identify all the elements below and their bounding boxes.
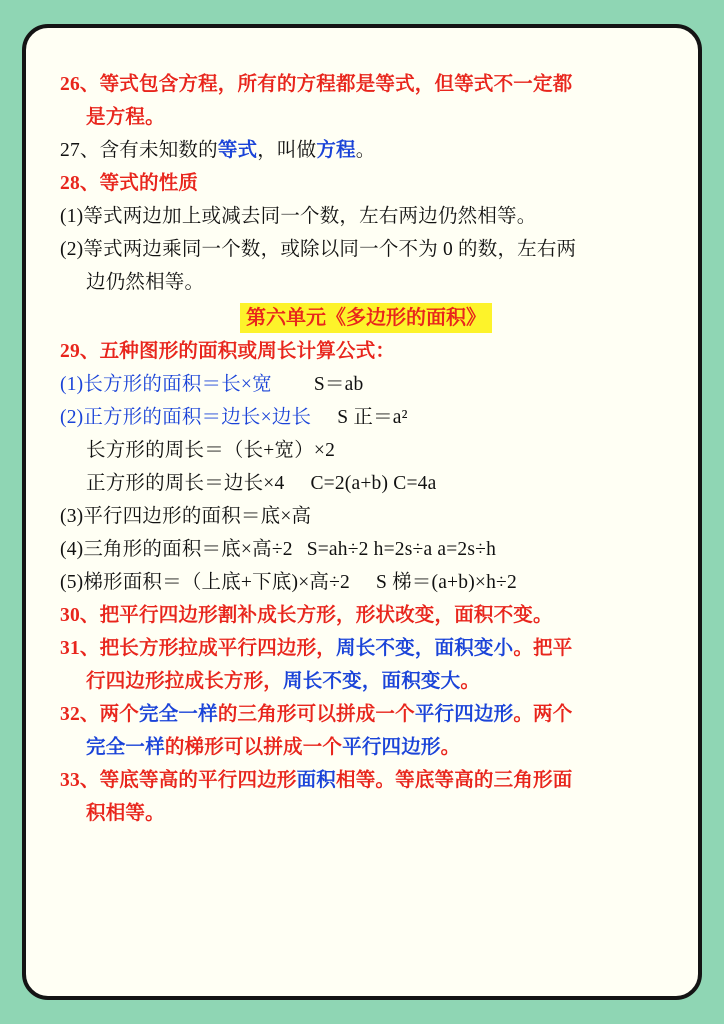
formula-row-1	[60, 368, 672, 401]
item-32-text4: 的梯形可以拼成一个	[164, 737, 343, 758]
formula-2-symbol: S 正＝a²	[337, 407, 408, 428]
item-26-line1	[60, 68, 672, 101]
item-28-sub2-text1: (2)等式两边乘同一个数，或除以同一个不为 0 的数，左右两	[60, 239, 577, 260]
formula-6-text: (4)三角形的面积＝底×高÷2	[60, 539, 293, 560]
formula-7-text: (5)梯形面积＝（上底+下底)×高÷2	[60, 572, 350, 593]
item-33-line1	[60, 764, 672, 797]
unit-title: 第六单元《多边形的面积》	[240, 303, 492, 333]
item-28-sub2-line1	[60, 233, 672, 266]
item-27-text3: 。	[355, 140, 376, 161]
item-32-text1: 32、两个	[60, 704, 140, 725]
page-content	[26, 28, 698, 850]
item-33-line2	[60, 797, 672, 830]
item-30-line	[60, 599, 672, 632]
item-28-heading-text: 28、等式的性质	[60, 173, 199, 194]
unit-title-row	[60, 303, 672, 333]
item-29-heading-text: 29、五种图形的面积或周长计算公式：	[60, 341, 396, 362]
formula-1-symbol: S＝ab	[313, 374, 364, 395]
item-29-heading	[60, 335, 672, 368]
item-27-line	[60, 134, 672, 167]
formula-6-symbol: S=ah÷2 h=2s÷a a=2s÷h	[306, 539, 497, 560]
formula-row-4	[60, 467, 672, 500]
item-26-line2	[60, 101, 672, 134]
formula-row-2	[60, 401, 672, 434]
item-33-text1: 33、等底等高的平行四边形	[60, 770, 297, 791]
formula-5-text: (3)平行四边形的面积＝底×高	[60, 506, 312, 527]
item-31-keyword-2: 周长不变，面积变大	[283, 671, 461, 692]
formula-7-symbol: S 梯＝(a+b)×h÷2	[375, 572, 517, 593]
item-33-text3: 积相等。	[86, 803, 165, 824]
item-27-text2: ，叫做	[257, 140, 317, 161]
item-27-keyword-1: 等式	[217, 140, 258, 161]
item-26-text1: 26、等式包含方程，所有的方程都是等式，但等式不一定都	[60, 74, 573, 95]
item-32-keyword-4: 平行四边形	[342, 737, 441, 758]
item-31-keyword-1: 周长不变，面积变小	[336, 638, 514, 659]
item-26-text2: 是方程。	[86, 107, 165, 128]
formula-row-7	[60, 566, 672, 599]
item-32-text5: 。	[440, 737, 461, 758]
item-32-line2	[60, 731, 672, 764]
item-33-keyword-1: 面积	[296, 770, 337, 791]
formula-row-3	[60, 434, 672, 467]
item-27-text1: 27、含有未知数的	[60, 140, 218, 161]
item-31-text3: 行四边形拉成长方形，	[86, 671, 284, 692]
item-33-text2: 相等。等底等高的三角形面	[336, 770, 573, 791]
formula-2-text: (2)正方形的面积＝边长×边长	[60, 407, 312, 428]
worksheet-page	[22, 24, 702, 1000]
item-30-text: 30、把平行四边形割补成长方形，形状改变，面积不变。	[60, 605, 553, 626]
item-27-keyword-2: 方程	[316, 140, 356, 161]
item-28-sub2-line2	[60, 266, 672, 299]
item-31-line1	[60, 632, 672, 665]
item-28-sub1	[60, 200, 672, 233]
formula-4-text: 正方形的周长＝边长×4	[86, 473, 285, 494]
item-31-text4: 。	[460, 671, 481, 692]
item-32-keyword-3: 完全一样	[86, 737, 165, 758]
formula-3-text: 长方形的周长＝（长+宽）×2	[86, 440, 336, 461]
formula-row-6	[60, 533, 672, 566]
item-31-text1: 31、把长方形拉成平行四边形，	[60, 638, 337, 659]
item-31-text2: 。把平	[513, 638, 573, 659]
item-32-text2: 的三角形可以拼成一个	[217, 704, 415, 725]
item-32-keyword-2: 平行四边形	[414, 704, 514, 725]
item-32-text3: 。两个	[513, 704, 573, 725]
item-28-heading	[60, 167, 672, 200]
item-28-sub1-text: (1)等式两边加上或减去同一个数，左右两边仍然相等。	[60, 206, 537, 227]
item-28-sub2-text2: 边仍然相等。	[86, 272, 205, 293]
item-32-line1	[60, 698, 672, 731]
formula-1-text: (1)长方形的面积＝长×宽	[60, 374, 272, 395]
item-31-line2	[60, 665, 672, 698]
item-32-keyword-1: 完全一样	[139, 704, 218, 725]
formula-4-symbol: C=2(a+b) C=4a	[310, 473, 437, 494]
formula-row-5	[60, 500, 672, 533]
